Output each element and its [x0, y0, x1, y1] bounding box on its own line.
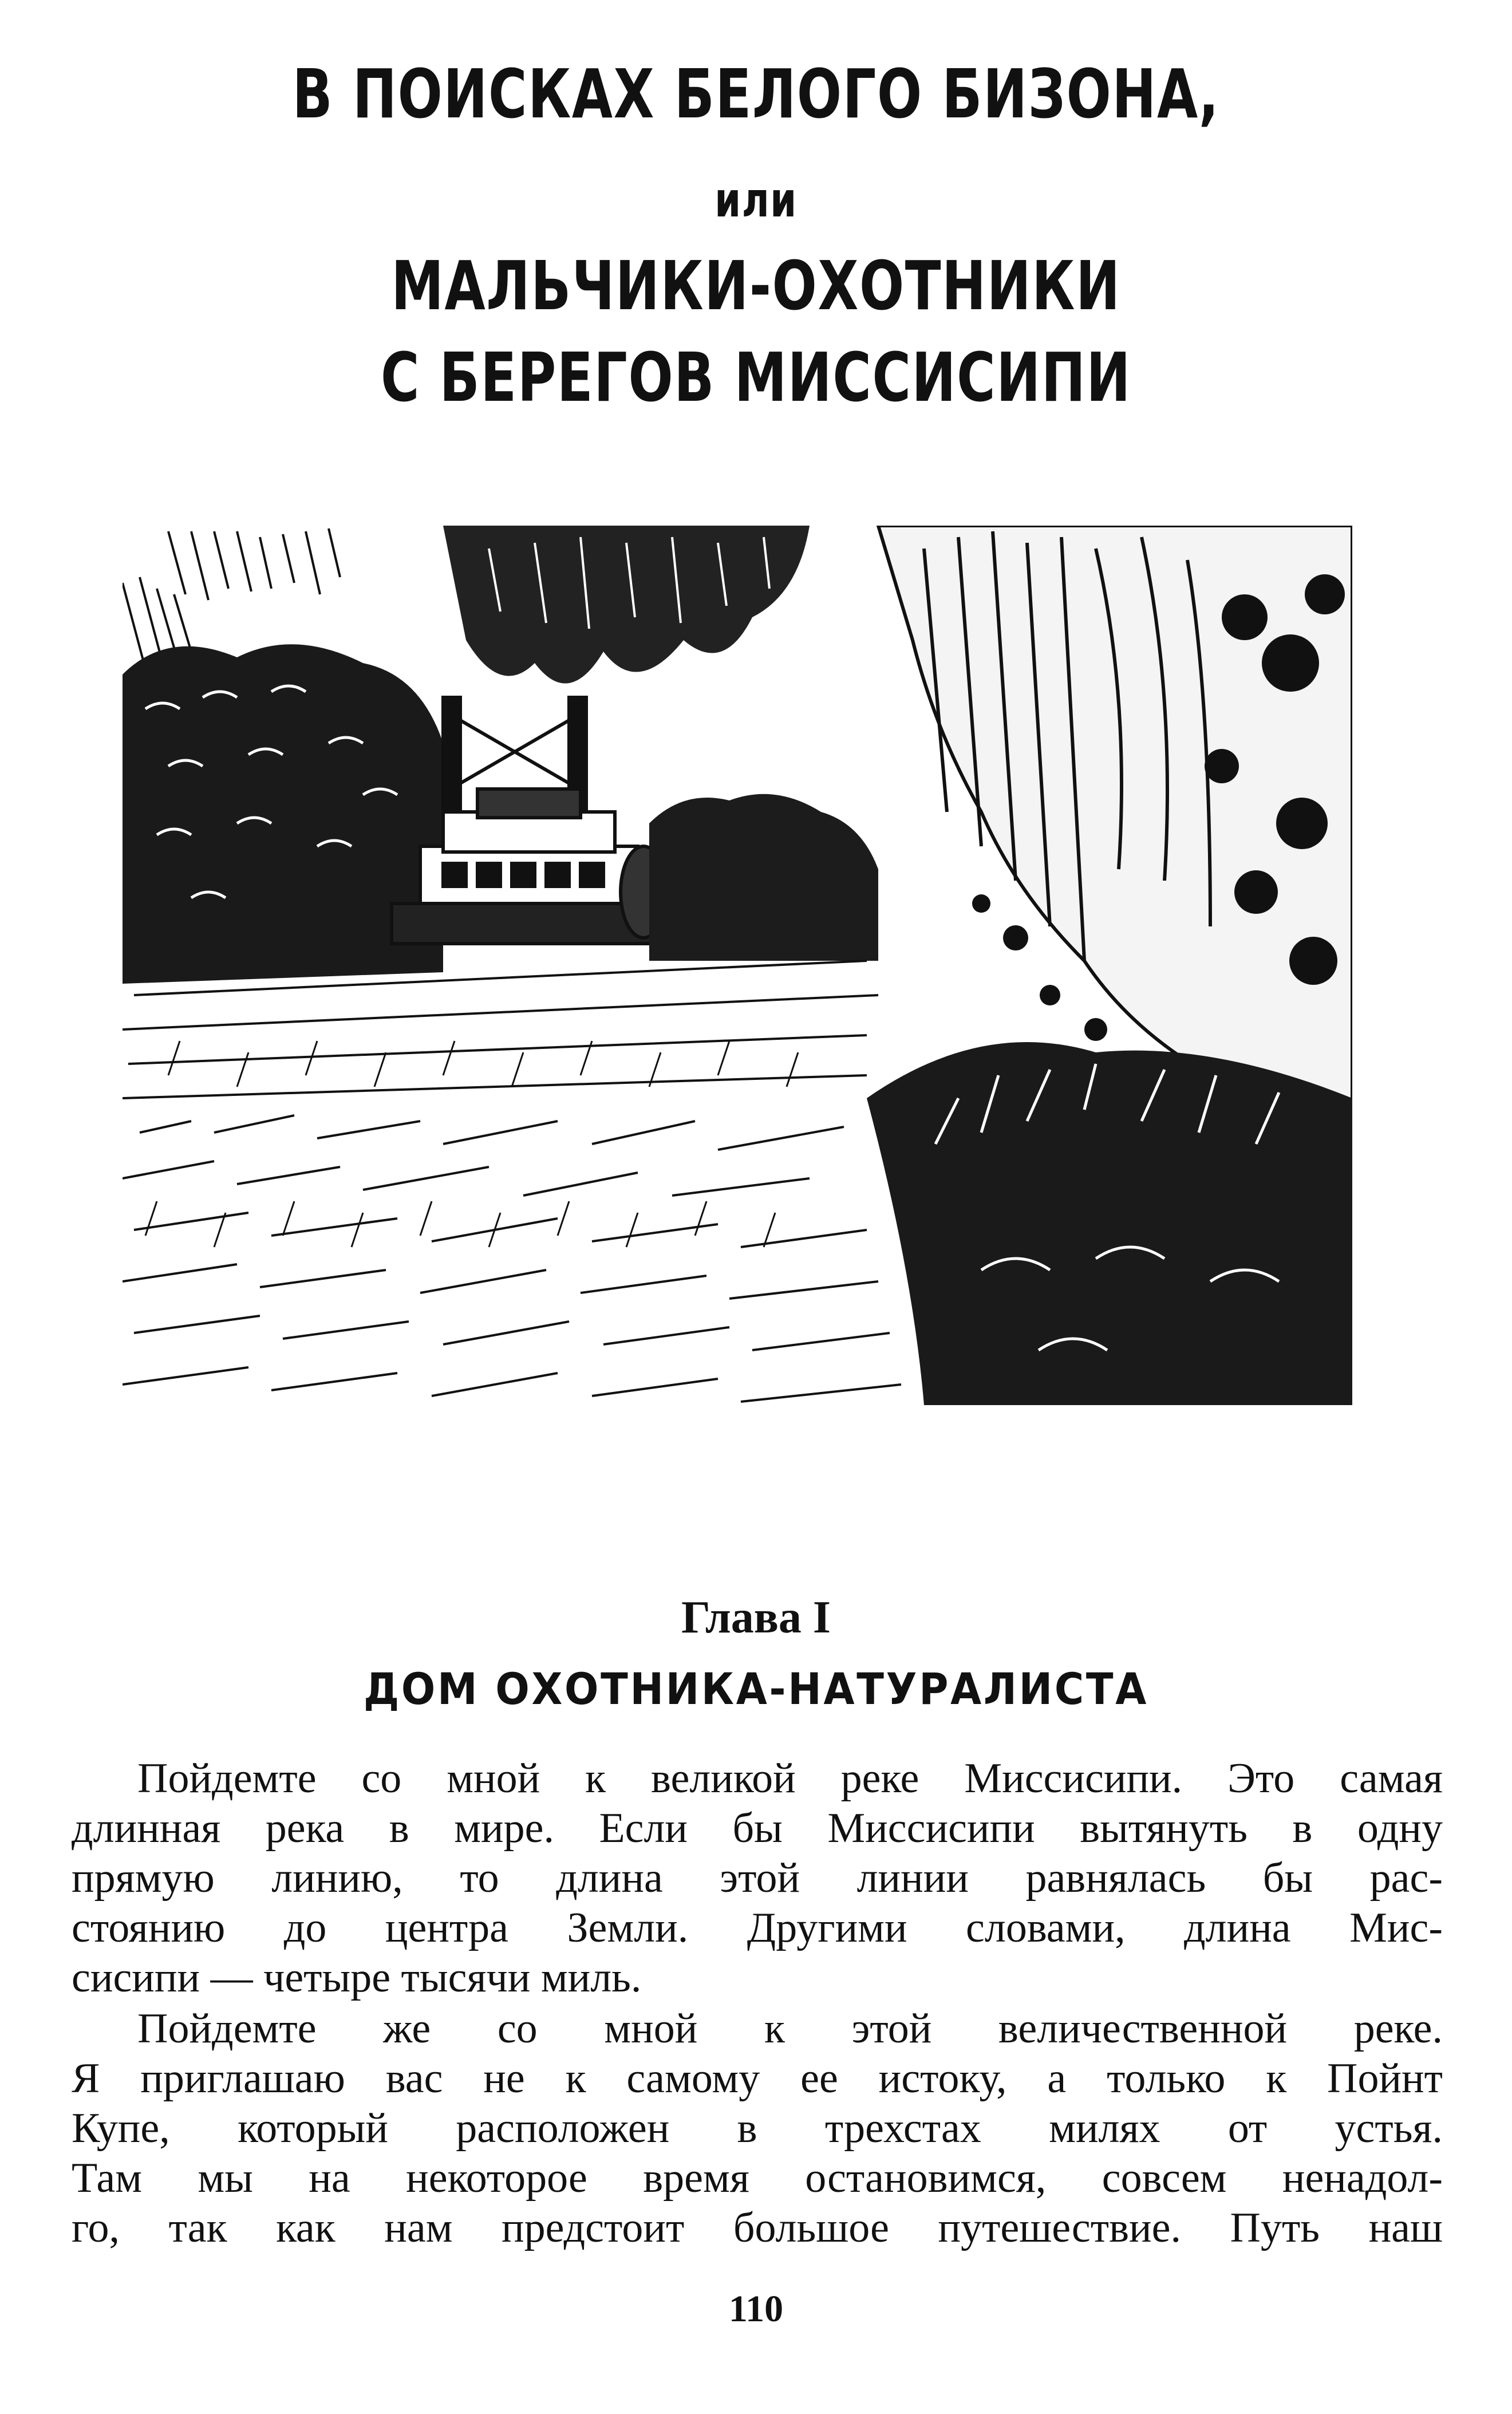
text-line: Купе, который расположен в трехстах милях от устья. [72, 2105, 1443, 2152]
text-line: длинная река в мире. Если бы Миссисипи вытянуть в одну [72, 1805, 1443, 1852]
text-line: Там мы на некоторое время остановимся, совсем ненадол- [72, 2155, 1443, 2202]
text-line: сисипи — четыре тысячи миль. [72, 1954, 642, 2001]
text-line: го, так как нам предстоит большое путешествие. Путь наш [72, 2204, 1443, 2251]
text-line: Пойдемте же со мной к этой величественной реке. [137, 2005, 1443, 2052]
text-line: прямую линию, то длина этой линии равнялась бы рас- [72, 1855, 1443, 1902]
chapter-title: ДОМ ОХОТНИКА-НАТУРАЛИСТА [363, 1663, 1149, 1714]
text-line: Пойдемте со мной к великой реке Миссисипи. Это самая [137, 1755, 1443, 1802]
page-number: 110 [728, 2288, 784, 2330]
chapter-number: Глава I [681, 1592, 831, 1643]
text-line: Я приглашаю вас не к самому ее истоку, а только к Пойнт [72, 2055, 1443, 2102]
river-steamboat-illustration [123, 526, 1352, 1405]
book-title-line-3: С БЕРЕГОВ МИССИСИПИ [380, 338, 1132, 417]
book-title-connector: или [714, 172, 798, 228]
book-title-line-2: МАЛЬЧИКИ-ОХОТНИКИ [391, 246, 1121, 325]
book-title-line-1: В ПОИСКАХ БЕЛОГО БИЗОНА, [292, 54, 1220, 133]
text-line: стоянию до центра Земли. Другими словами, длина Мис- [72, 1904, 1443, 1951]
